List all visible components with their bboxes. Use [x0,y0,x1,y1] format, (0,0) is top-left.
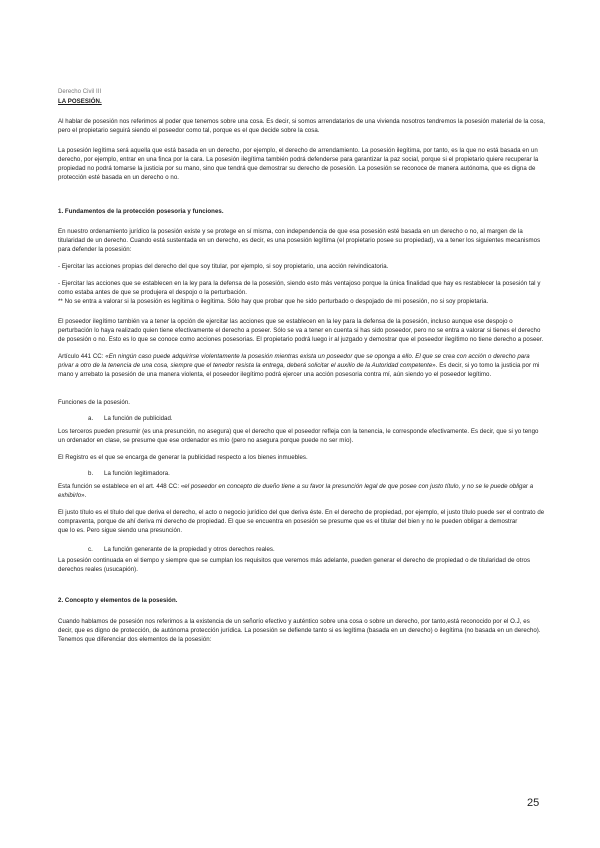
legitimate-possession-paragraph: La posesión legítima será aquella que está basada en un derecho, por ejemplo, el derecho de arrendamiento. La posesión ilegítima, por tanto, es la que no está basada en un derecho, por ejemplo, entrar en una finca por la cara. La posesión ilegítima también podrá defenderse para garantizar la paz social, porque si el propietario quiere recuperar la propiedad no podrá tomarse la justicia por su mano, sino que tendrá que demostrar su derecho de posesión. La posesión se reconoce de manera autónoma, que es digna de protección esté basada en un derecho o no. [58,147,539,181]
list-label-a: La función de publicidad. [104,415,173,422]
intro-paragraph: Al hablar de posesión nos referimos al poder que tenemos sobre una cosa. Es decir, si somos arrendatarios de una vivienda nosotros tendremos la posesión material de la cosa, pero el propietario seguirá siendo el poseedor como tal, porque es el que decide sobre la cosa. [58,118,545,134]
list-marker-a: a. [88,415,94,422]
course-name: Derecho Civil III [58,89,102,95]
article-448-tail: ». [81,492,87,499]
just-title-paragraph: El justo título es el título del que deriva el derecho, el acto o negocio jurídico del que deriva éste. En el derecho de propiedad, por ejemplo, el justo título puede ser el contrato de compraventa, porque de ahí deriva mi derecho de propiedad. El que se encuentra en posesión se presume que es el titular del bien y no le pueden obligar a demostrar [58,509,545,525]
article-448-paragraph [58,482,546,500]
section-heading-2: 2. Concepto y elementos de la posesión. [58,597,178,604]
list-marker-c: c. [88,546,93,553]
illegitimate-possessor-paragraph: El poseedor ilegítimo también va a tener la opción de ejercitar las acciones que se establecen en la ley para la defensa de la posesión, incluso aunque ese despojo o perturbación lo haya realizado quien tiene efectivamente el derecho a poseer. Sólo se va a tener en cuenta si has sido poseedor, pero no se entra a valorar si tienes el derecho de posesión o no. Esto es lo que se conoce como acciones posesorias. El propietario podrá luego ir al juzgado y demostrar que el poseedor ilegítimo no tiene derecho a poseer. [58,318,544,343]
list-label-c: La función generante de la propiedad y otros derechos reales. [104,546,275,553]
concept-paragraph: Cuando hablamos de posesión nos referimos a la existencia de un señorío efectivo y auténtico sobre una cosa o sobre un derecho, por tanto,está reconocido por el O.J, es decir, que es digno de protección, de autónoma protección jurídica. La posesión se defiende tanto si es legítima (basada en un derecho) o ilegítima (no basada en un derecho). Tenemos que diferenciar dos elementos de la posesión: [58,618,541,643]
just-title-continuation: que lo es. Pero sigue siendo una presunción. [58,527,183,534]
fundamentals-paragraph: En nuestro ordenamiento jurídico la posesión existe y se protege en sí misma, con independencia de que esa posesión esté basada en un derecho o no, al margen de la titularidad de un derecho. Cuando está sustentada en un derecho, es decir, es una posesión legítima (el propietario posee su propiedad), va a tener los siguientes mecanismos para defender la posesión: [58,228,541,253]
publicity-paragraph: Los terceros pueden presumir (es una presunción, no asegura) que el derecho que el poseedor refleja con la tenencia, le corresponde efectivamente. Es decir, que si yo tengo un ordenador en clase, se presume que ese ordenador es mío (pero no asegura porque puede no ser mío). [58,428,539,444]
list-item-c [58,545,546,554]
note-paragraph: ** No se entra a valorar si la posesión es legítima o ilegítima. Sólo hay que probar que he sido perturbado o despojado de mi posesión, no si soy propietaria. [58,298,489,305]
article-448-quote: el poseedor en concepto de dueño tiene a su favor la presunción legal de que posee con justo título, y no se le puede obligar a exhibirlo [58,483,534,499]
list-item-a [58,414,546,423]
list-label-b: La función legitimadora. [104,470,170,477]
article-441-tail: ». Es decir, si yo tomo la justicia por mi mano y arrebato la posesión de una manera violenta, el poseedor ilegítimo podrá ejercer una acción posesoria contra mí, aún siendo yo el poseedor legítimo. [58,362,540,378]
functions-heading: Funciones de la posesión. [58,399,131,406]
document-body [58,88,546,644]
article-441-quote: En ningún caso puede adquirirse violentamente la posesión mientras exista un poseedor que se oponga a ello. El que se crea con acción o derecho para privar a otro de la tenencia de una cosa, siempre que el tenedor resista la entrega, deberá solicitar el auxilio de la Autoridad competente [58,353,530,369]
list-marker-b: b. [88,470,94,477]
section-heading-1: 1. Fundamentos de la protección posesoria y funciones. [58,208,224,215]
article-448-lead: Esta función se establece en el art. 448 CC: « [58,483,185,490]
bullet-legal-actions: - Ejercitar las acciones que se establecen en la ley para la defensa de la posesión, siendo esto más ventajoso porque la única finalidad que hay es restablecer la posesión tal y como estaba antes de que se produjera el despojo o la perturbación. [58,280,541,296]
list-item-b [58,469,546,478]
registry-paragraph: El Registro es el que se encarga de generar la publicidad respecto a los bienes inmuebles. [58,454,308,461]
article-441-paragraph [58,352,546,379]
page-number: 25 [527,797,540,809]
page-title: LA POSESIÓN. [58,98,102,105]
article-441-lead: Artículo 441 CC: « [58,353,109,360]
bullet-own-actions: - Ejercitar las acciones propias del derecho del que soy titular, por ejemplo, si soy propietario, una acción reivindicatoria. [58,263,389,270]
usucapion-paragraph: La posesión continuada en el tiempo y siempre que se cumplan los requisitos que veremos más adelante, pueden generar el derecho de propiedad o de titularidad de otros derechos reales (usucapión). [58,557,531,573]
